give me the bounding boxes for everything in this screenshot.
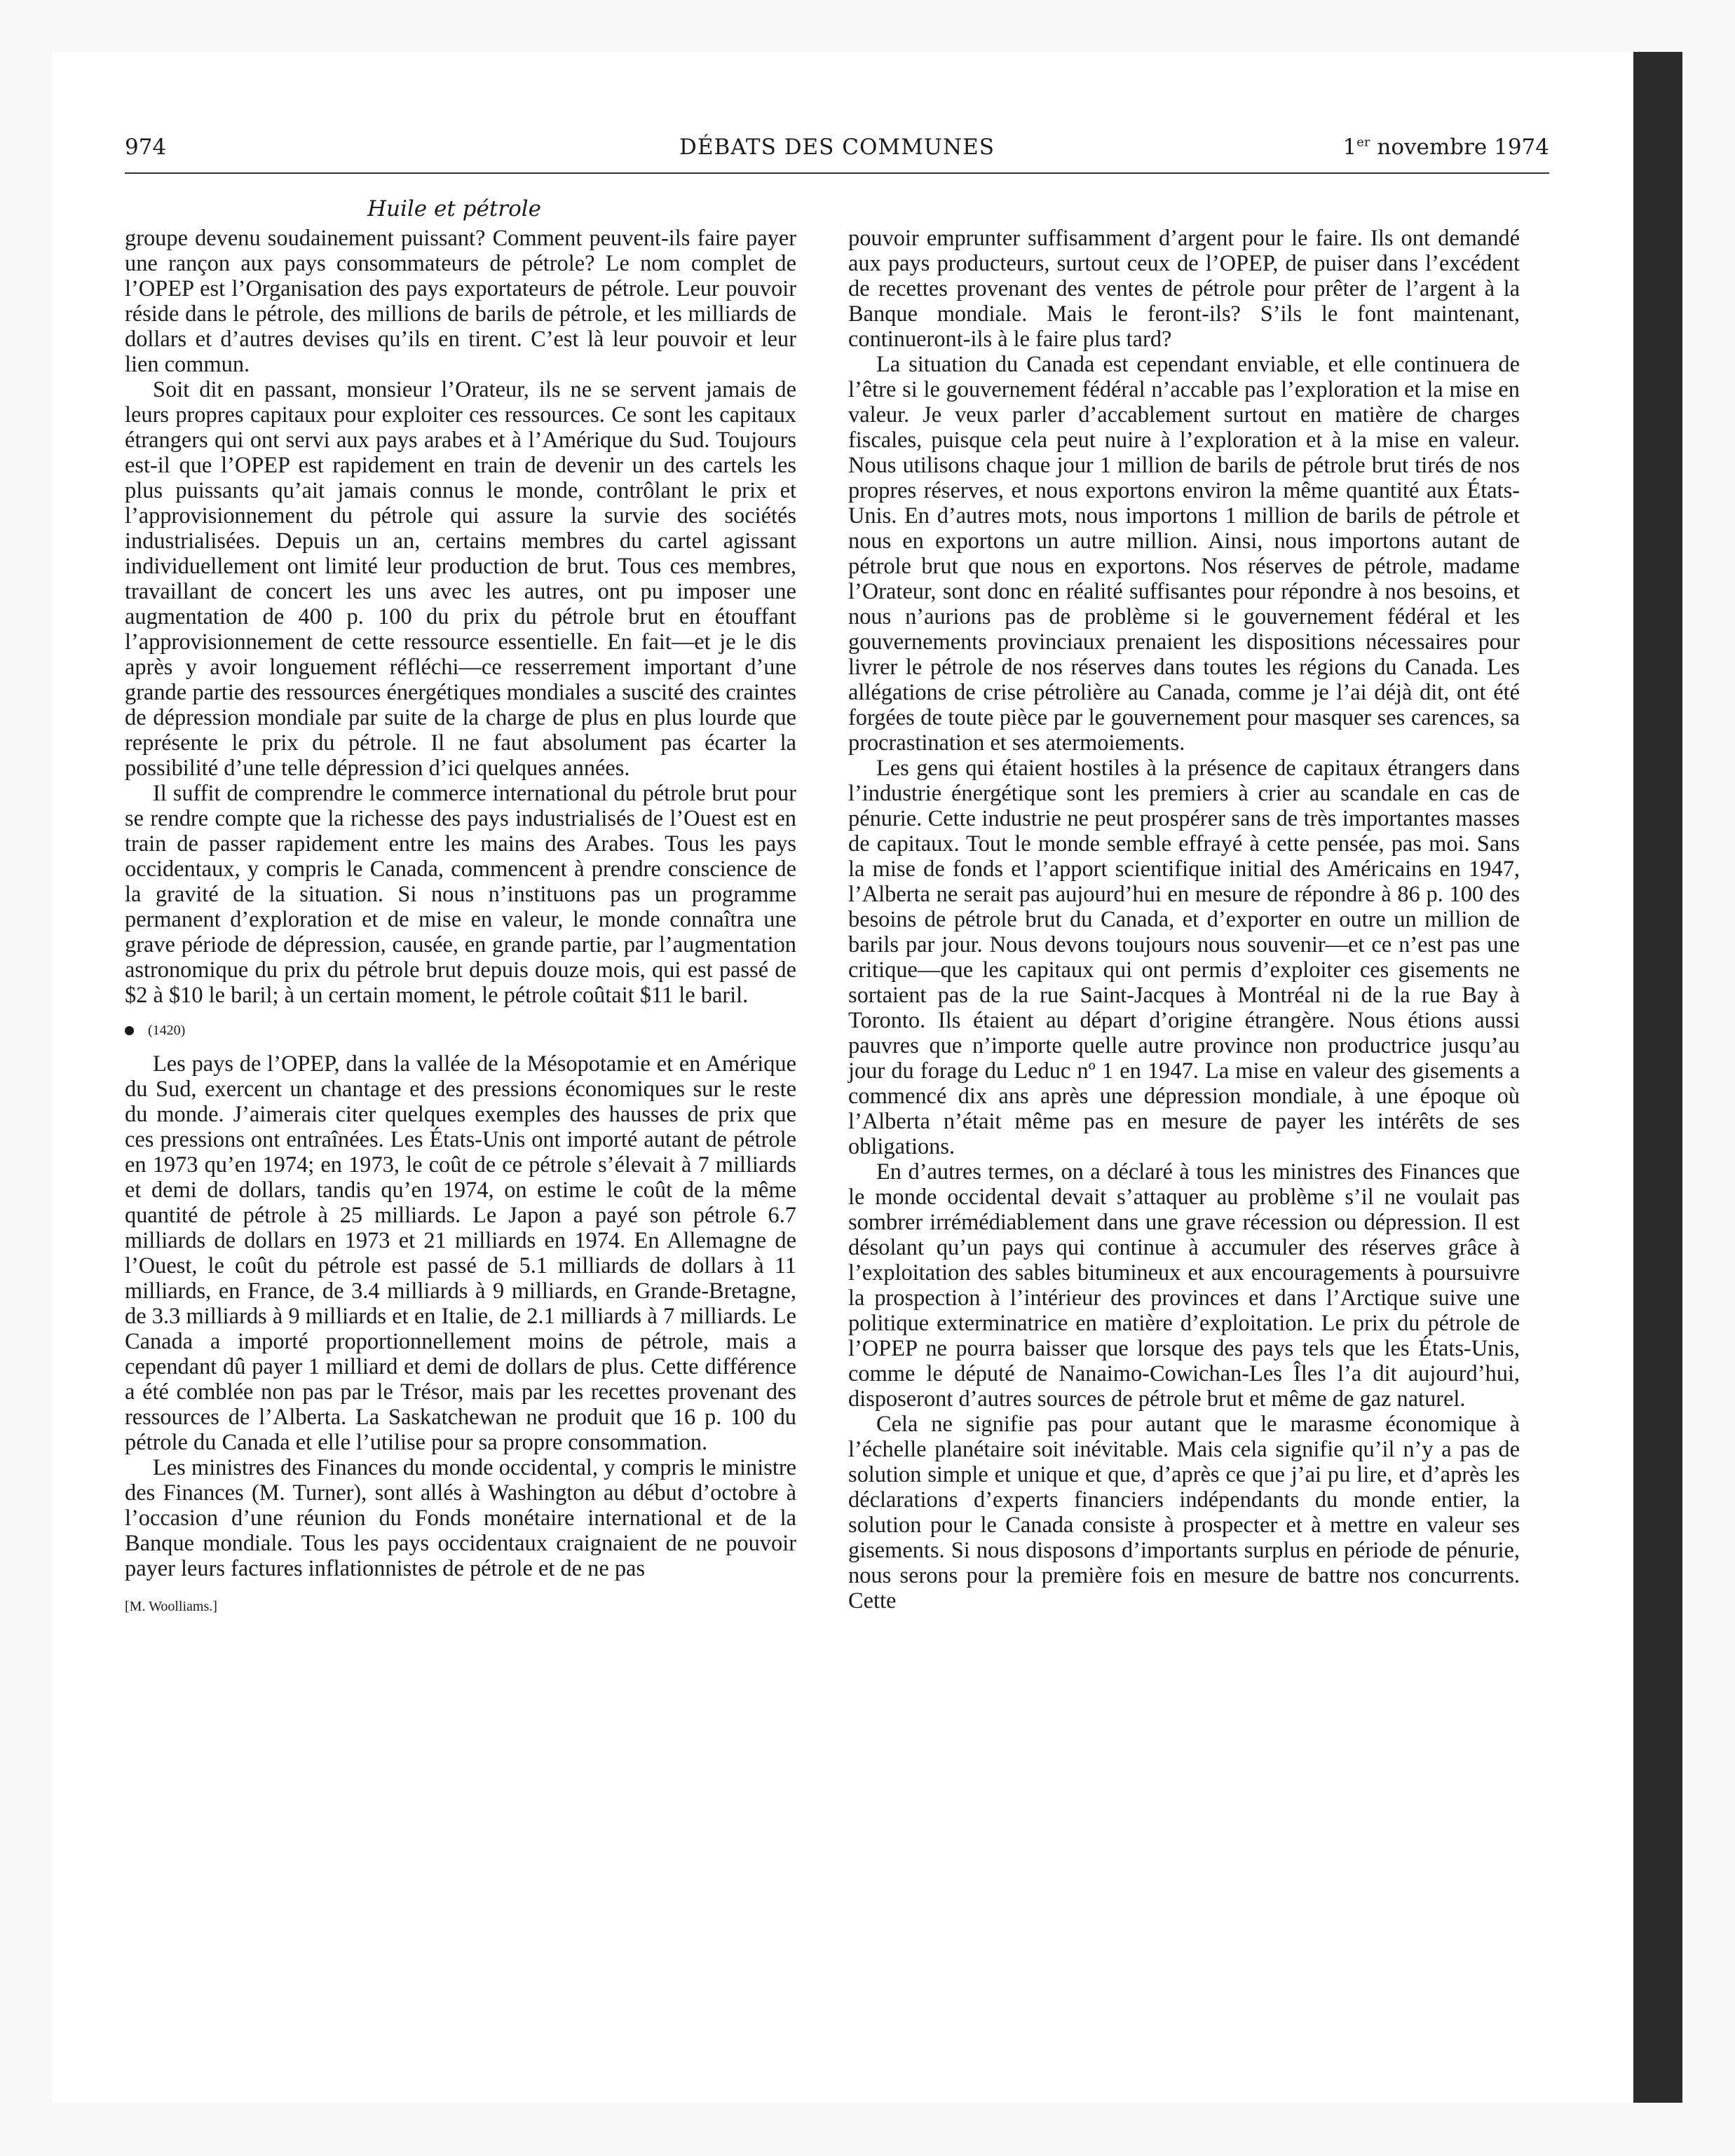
paragraph: pouvoir emprunter suffisamment d’argent pour le faire. Ils ont demandé aux pays producteurs, surtout ceux de l’OPEP, de puiser dans l’excédent de recettes provenant des ventes de pétrole pour prêter de l’argent à la Banque mondiale. Mais le feront-ils? S’ils le font maintenant, continueront-ils à le faire plus tard? [848,226,1520,352]
left-column [125,226,796,1615]
date-rest: novembre 1974 [1370,135,1549,160]
paragraph: Les gens qui étaient hostiles à la présence de capitaux étrangers dans l’industrie énergétique sont les premiers à crier au scandale en cas de pénurie. Cette industrie ne peut prospérer sans de très importantes masses de capitaux. Tout le monde semble effrayé à cette pensée, pas moi. Sans la mise de fonds et l’apport scientifique initial des Américains en 1947, l’Alberta ne serait pas aujourd’hui en mesure de répondre à 86 p. 100 des besoins de pétrole brut du Canada, et d’exporter en outre un million de barils par jour. Nous devons toujours nous souvenir—et ce n’est pas une critique—que les capitaux qui ont permis d’exploiter ces gisements ne sortaient pas de la rue Saint-Jacques à Montréal ni de la rue Bay à Toronto. Ils étaient au départ d’origine étrangère. Nous étions aussi pauvres que n’importe quelle autre province non productrice jusqu’au jour du forage du Leduc nº 1 en 1947. La mise en valeur des gisements a commencé dix ans après une dépression mondiale, à une époque où l’Alberta n’était même pas en mesure de payer les intérêts de ses obligations. [848,756,1520,1159]
speaker-attribution: [M. Woolliams.] [125,1599,217,1614]
right-column [848,226,1520,1613]
paragraph: Les ministres des Finances du monde occidental, y compris le ministre des Finances (M. Turner), sont allés à Washington au début d’octobre à l’occasion d’une réunion du Fonds monétaire international et de la Banque mondiale. Tous les pays occidentaux craignaient de ne pouvoir payer leurs factures inflationnistes de pétrole et de ne pas [125,1455,796,1581]
bullet-icon [125,1026,134,1035]
header-rule [125,172,1549,174]
page-header [125,135,1549,172]
paragraph: Les pays de l’OPEP, dans la vallée de la Mésopotamie et en Amérique du Sud, exercent un chantage et des pressions économiques sur le reste du monde. J’aimerais citer quelques exemples des hausses de prix que ces pressions ont entraînées. Les États-Unis ont importé autant de pétrole en 1973 qu’en 1974; en 1973, le coût de ce pétrole s’élevait à 7 milliards et demi de dollars, tandis qu’en 1974, on estime le coût de la même quantité de pétrole à 25 milliards. Le Japon a payé son pétrole 6.7 milliards de dollars en 1973 et 21 milliards en 1974. En Allemagne de l’Ouest, le coût du pétrole est passé de 5.1 milliards de dollars à 11 milliards, en France, de 3.4 milliards à 9 milliards, en Grande-Bretagne, de 3.3 milliards à 9 milliards et en Italie, de 2.1 milliards à 7 milliards. Le Canada a importé proportionnellement moins de pétrole, mais a cependant dû payer 1 milliard et demi de dollars de plus. Cette différence a été comblée non pas par le Trésor, mais par les recettes provenant des ressources de l’Alberta. La Saskatchewan ne produit que 16 p. 100 du pétrole du Canada et elle l’utilise pour sa propre consommation. [125,1051,796,1455]
page-date [1343,135,1550,160]
scan-edge-shadow [1633,52,1682,2103]
paragraph: groupe devenu soudainement puissant? Comment peuvent-ils faire payer une rançon aux pays consommateurs de pétrole? Le nom complet de l’OPEP est l’Organisation des pays exportateurs de pétrole. Leur pouvoir réside dans le pétrole, des millions de barils de pétrole, et les milliards de dollars et d’autres devises qu’ils en tirent. C’est là leur pouvoir et leur lien commun. [125,226,796,377]
page-number: 974 [125,135,167,160]
time-marker-text: (1420) [148,1023,186,1038]
time-marker [125,1022,796,1039]
publication-title: DÉBATS DES COMMUNES [679,135,995,160]
date-day: 1 [1342,135,1357,160]
paragraph: Soit dit en passant, monsieur l’Orateur, ils ne se servent jamais de leurs propres capitaux pour exploiter ces ressources. Ce sont les capitaux étrangers qui ont servi aux pays arabes et à l’Amérique du Sud. Toujours est-il que l’OPEP est rapidement en train de devenir un des cartels les plus puissants qu’ait jamais connus le monde, contrôlant le prix et l’approvisionnement du pétrole qui assure la survie des sociétés industrialisées. Depuis un an, certains membres du cartel agissant individuellement ont limité leur production de brut. Tous ces membres, travaillant de concert les uns avec les autres, ont pu imposer une augmentation de 400 p. 100 du prix du pétrole brut en étouffant l’approvisionnement de cette ressource essentielle. En fait—et je le dis après y avoir longuement réfléchi—ce resserrement important d’une grande partie des ressources énergétiques mondiales a suscité des craintes de dépression mondiale par suite de la charge de plus en plus lourde que représente le prix du pétrole. Il ne faut absolument pas écarter la possibilité d’une telle dépression d’ici quelques années. [125,377,796,781]
date-ordinal: er [1356,135,1370,150]
paragraph: Il suffit de comprendre le commerce international du pétrole brut pour se rendre compte que la richesse des pays industrialisés de l’Ouest est en train de passer rapidement entre les mains des Arabes. Tous les pays occidentaux, y compris le Canada, commencent à prendre conscience de la gravité de la situation. Si nous n’instituons pas un programme permanent d’exploration et de mise en valeur, le monde connaîtra une grave période de dépression, causée, en grande partie, par l’augmentation astronomique du prix du pétrole brut depuis douze mois, qui est passé de $2 à $10 le baril; à un certain moment, le pétrole coûtait $11 le baril. [125,781,796,1008]
paragraph: Cela ne signifie pas pour autant que le marasme économique à l’échelle planétaire soit inévitable. Mais cela signifie qu’il n’y a pas de solution simple et unique et que, d’après ce que j’ai pu lire, et d’après les déclarations d’experts financiers indépendants du monde entier, la solution pour le Canada consiste à prospecter et à mettre en valeur ses gisements. Si nous disposons d’importants surplus en période de pénurie, nous serons pour la première fois en mesure de battre nos concurrents. Cette [848,1412,1520,1613]
paragraph: La situation du Canada est cependant enviable, et elle continuera de l’être si le gouvernement fédéral n’accable pas l’exploration et la mise en valeur. Je veux parler d’accablement surtout en matière de charges fiscales, puisque cela peut nuire à l’exploration et à la mise en valeur. Nous utilisons chaque jour 1 million de barils de pétrole brut tirés de nos propres réserves, et nous exportons environ la même quantité aux États-Unis. En d’autres mots, nous importons 1 million de barils de pétrole et nous en exportons un autre million. Ainsi, nous importons autant de pétrole brut que nous en exportons. Nos réserves de pétrole, madame l’Orateur, sont donc en réalité suffisantes pour répondre à nos besoins, et nous n’aurions pas de problème si le gouvernement fédéral et les gouvernements provinciaux prenaient les dispositions nécessaires pour livrer le pétrole de nos réserves dans toutes les régions du Canada. Les allégations de crise pétrolière au Canada, comme je l’ai déjà dit, ont été forgées de toute pièce par le gouvernement pour masquer ses carences, sa procrastination et ses atermoiements. [848,352,1520,756]
subject-heading: Huile et pétrole [367,196,542,221]
paragraph: En d’autres termes, on a déclaré à tous les ministres des Finances que le monde occidental devait s’attaquer au problème s’il ne voulait pas sombrer irrémédiablement dans une grave récession ou dépression. Il est désolant qu’un pays qui continue à accumuler des réserves grâce à l’exploitation des sables bitumineux et aux encouragements à poursuivre la prospection à l’intérieur des provinces et dans l’Arctique suive une politique exterminatrice en matière d’exploitation. Le prix du pétrole de l’OPEP ne pourra baisser que lorsque des pays tels que les États-Unis, comme le député de Nanaimo-Cowichan-Les Îles l’a dit aujourd’hui, disposeront d’autres sources de pétrole brut et même de gaz naturel. [848,1159,1520,1412]
